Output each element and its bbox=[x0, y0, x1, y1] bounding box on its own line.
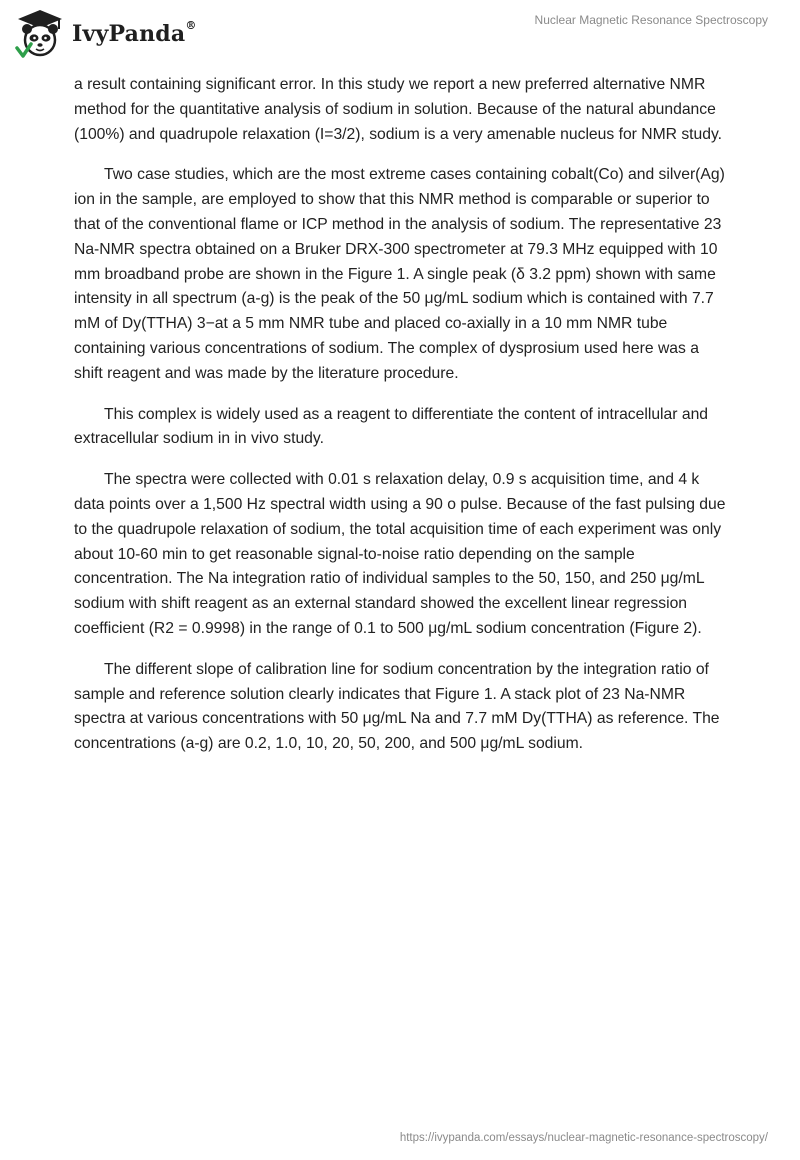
paragraph-2: Two case studies, which are the most extreme cases containing cobalt(Co) and silver(Ag) ion in the sample, are employed to show that this NMR method is comparable or superior to that of the conventional flame or ICP method in the analysis of sodium. The representative 23 Na-NMR spectra obtained on a Bruker DRX-300 spectrometer at 79.3 MHz equipped with 10 mm broadband probe are shown in the Figure 1. A single peak (δ 3.2 ppm) shown with same intensity in all spectrum (a-g) is the peak of the 50 μg/mL sodium which is contained with 7.7 mM of Dy(TTHA) 3−at a 5 mm NMR tube and placed co-axially in a 10 mm NMR tube containing various concentrations of sodium. The complex of dysprosium used here was a shift reagent and was made by the literature procedure. bbox=[74, 166, 725, 382]
paragraph-1: a result containing significant error. In this study we report a new preferred alternative NMR method for the quantitative analysis of sodium in solution. Because of the natural abundance (100%) and quadrupole relaxation (I=3/2), sodium is a very amenable nucleus for NMR study. bbox=[74, 76, 723, 143]
paragraph-5: The different slope of calibration line for sodium concentration by the integration ratio of sample and reference solution clearly indicates that Figure 1. A stack plot of 23 Na-NMR spectra at various concentrations with 50 μg/mL Na and 7.7 mM Dy(TTHA) as reference. The concentrations (a-g) are 0.2, 1.0, 10, 20, 50, 200, and 500 μg/mL sodium. bbox=[74, 660, 720, 753]
source-url[interactable]: https://ivypanda.com/essays/nuclear-magnetic-resonance-spectroscopy/ bbox=[399, 1132, 768, 1144]
brand-name: IvyPanda® bbox=[72, 19, 197, 47]
paragraph-4: The spectra were collected with 0.01 s relaxation delay, 0.9 s acquisition time, and 4 k data points over a 1,500 Hz spectral width using a 90 o pulse. Because of the fast pulsing due to the quadrupole relaxation of sodium, the total acquisition time of each experiment was only about 10-60 min to get reasonable signal-to-noise ratio depending on the sample concentration. The Na integration ratio of individual samples to the 50, 150, and 250 μg/mL sodium with shift reagent as an external standard showed the excellent linear regression coefficient (R2 = 0.9998) in the range of 0.1 to 500 μg/mL sodium concentration (Figure 2). bbox=[74, 471, 726, 637]
document-title: Nuclear Magnetic Resonance Spectroscopy bbox=[534, 13, 768, 27]
essay-body bbox=[74, 73, 730, 773]
ivypanda-logo[interactable] bbox=[14, 8, 197, 60]
panda-graduate-icon bbox=[14, 8, 66, 60]
page-header bbox=[0, 0, 800, 70]
paragraph-3: This complex is widely used as a reagent to differentiate the content of intracellular and extracellular sodium in in vivo study. bbox=[74, 405, 709, 448]
